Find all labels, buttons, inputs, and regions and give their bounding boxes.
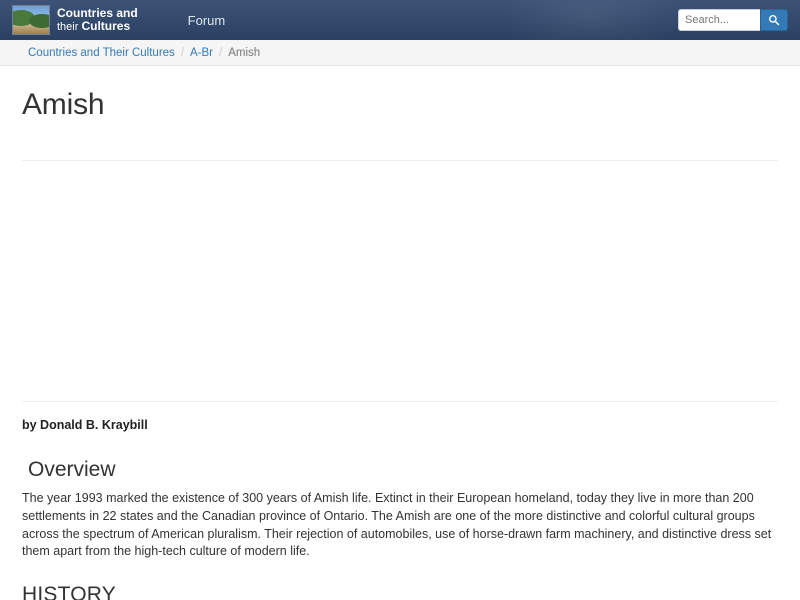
navbar-search-form: [678, 9, 788, 31]
section-heading-overview: Overview: [28, 458, 116, 481]
brand-text: [57, 7, 138, 33]
site-brand[interactable]: [12, 5, 138, 35]
nav-link-forum[interactable]: Forum: [187, 12, 226, 28]
breadcrumb-item-category[interactable]: A-Br: [190, 46, 214, 59]
breadcrumb: [0, 40, 800, 66]
page-title: Amish: [22, 88, 105, 121]
breadcrumb-item-home[interactable]: Countries and Their Cultures: [28, 46, 175, 59]
article-content: [0, 88, 800, 600]
advertisement-divider: [22, 401, 778, 402]
nav-links: [178, 7, 236, 34]
section-heading-history: HISTORY: [22, 583, 116, 600]
breadcrumb-item-current: Amish: [228, 46, 261, 59]
brand-line-1: Countries and: [57, 5, 138, 20]
top-navbar: [0, 0, 800, 40]
brand-line-2-their: their: [57, 20, 82, 33]
article-byline: by Donald B. Kraybill: [22, 418, 148, 432]
brand-line-2-cultures: Cultures: [81, 18, 131, 33]
search-input[interactable]: [678, 9, 760, 31]
breadcrumb-separator: /: [219, 46, 223, 59]
breadcrumb-separator: /: [180, 46, 185, 59]
section-paragraph-overview: The year 1993 marked the existence of 300 years of Amish life. Extinct in their European homeland, today they live in more than 200 settlements in 22 states and the Canadian province of Ontario. The Amish are one of the more distinctive and colorful cultural groups across the spectrum of American pluralism. Their rejection of automobiles, use of horse-drawn farm machinery, and distinctive dress set them apart from the high-tech culture of modern life.: [22, 491, 772, 559]
search-icon: [768, 14, 780, 26]
search-button[interactable]: [760, 9, 788, 31]
brand-logo-icon: [12, 5, 50, 35]
advertisement-slot: [22, 161, 778, 401]
